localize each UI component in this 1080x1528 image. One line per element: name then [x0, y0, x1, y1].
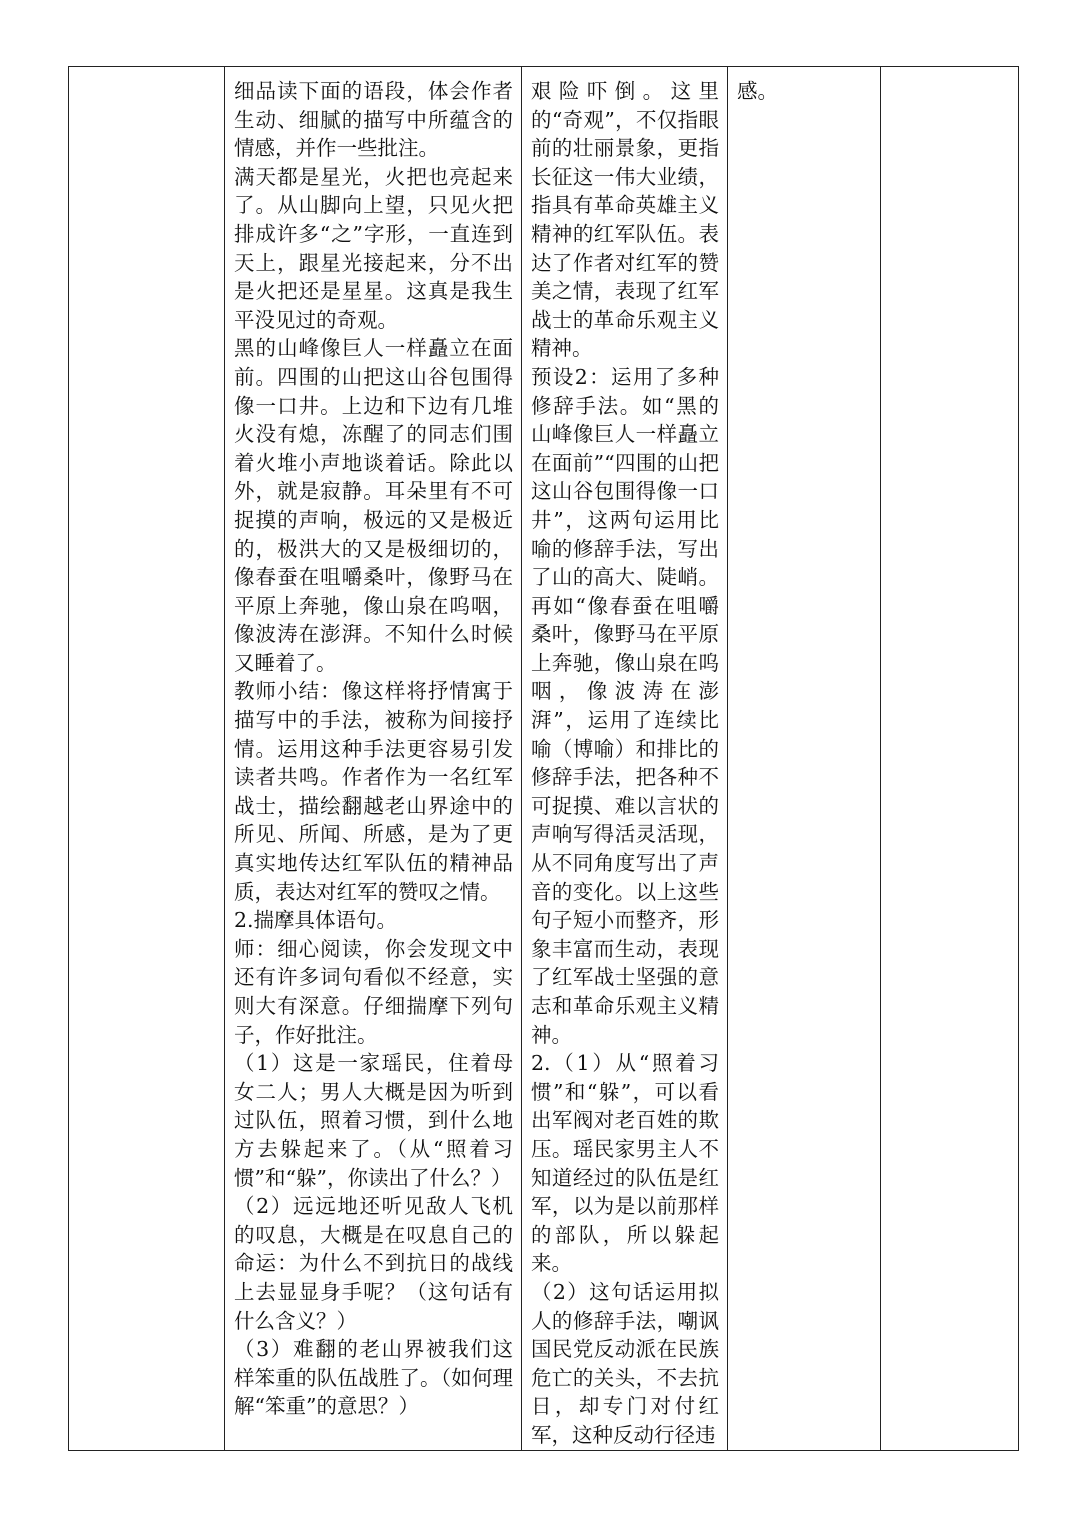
paragraph: 2.（1）从“照着习惯”和“躲”，可以看出军阀对老百姓的欺压。瑶民家男主人不知道经过的队伍是红军，以为是以前那样的部队，所以躲起来。	[531, 1051, 719, 1276]
paragraph: （3）难翻的老山界被我们这样笨重的队伍战胜了。（如何理解“笨重”的意思？）	[234, 1337, 513, 1419]
student-activity-text	[522, 67, 727, 1450]
paragraph: 满天都是星光，火把也亮起来了。从山脚向上望，只见火把排成许多“之”字形，一直连到天上，跟星光接起来，分不出是火把还是星星。这真是我生平没见过的奇观。	[234, 164, 513, 332]
teacher-activity-text	[225, 67, 521, 1421]
design-intent-text: 感。	[737, 79, 778, 103]
stage-cell	[69, 67, 225, 1451]
paragraph: （2）这句话运用拟人的修辞手法，嘲讽国民党反动派在民族危亡的关头，不去抗日，却专门对付红军，这种反动行径违	[531, 1279, 719, 1447]
paragraph: （2）远远地还听见敌人飞机的叹息，大概是在叹息自己的命运：为什么不到抗日的战线上去显显身手呢？（这句话有什么含义？）	[234, 1194, 513, 1333]
table-row	[69, 67, 1019, 1451]
paragraph: 艰险吓倒。这里的“奇观”，不仅指眼前的壮丽景象，更指长征这一伟大业绩，指具有革命英雄主义精神的红军队伍。表达了作者对红军的赞美之情，表现了红军战士的革命乐观主义精神。	[531, 79, 719, 361]
paragraph: 师：细心阅读，你会发现文中还有许多词句看似不经意，实则大有深意。仔细揣摩下列句子，作好批注。	[234, 936, 513, 1047]
paragraph: 2.揣摩具体语句。	[234, 908, 398, 933]
notes-cell	[881, 67, 1019, 1451]
teacher-activity-cell	[225, 67, 522, 1451]
student-activity-cell	[522, 67, 728, 1451]
paragraph: 细品读下面的语段，体会作者生动、细腻的描写中所蕴含的情感，并作一些批注。	[234, 79, 513, 161]
lesson-plan-table	[68, 66, 1019, 1451]
paragraph: （1）这是一家瑶民，住着母女二人；男人大概是因为听到过队伍，照着习惯，到什么地方去躲起来了。（从“照着习惯”和“躲”，你读出了什么？）	[234, 1051, 513, 1190]
paragraph: 教师小结：像这样将抒情寓于描写中的手法，被称为间接抒情。运用这种手法更容易引发读者共鸣。作者作为一名红军战士，描绘翻越老山界途中的所见、所闻、所感，是为了更真实地传达红军队伍的精神品质，表达对红军的赞叹之情。	[234, 679, 513, 904]
paragraph: 预设2：运用了多种修辞手法。如“黑的山峰像巨人一样矗立在面前”“四围的山把这山谷包围得像一口井”，这两句运用比喻的修辞手法，写出了山的高大、陡峭。再如“像春蚕在咀嚼桑叶，像野马在平原上奔驰，像山泉在呜咽，像波涛在澎湃”，运用了连续比喻（博喻）和排比的修辞手法，把各种不可捉摸、难以言状的声响写得活灵活现，从不同角度写出了声音的变化。以上这些句子短小而整齐，形象丰富而生动，表现了红军战士坚强的意志和革命乐观主义精神。	[531, 364, 719, 1047]
design-intent-cell	[728, 67, 881, 1451]
paragraph: 黑的山峰像巨人一样矗立在面前。四围的山把这山谷包围得像一口井。上边和下边有几堆火没有熄，冻醒了的同志们围着火堆小声地谈着话。除此以外，就是寂静。耳朵里有不可捉摸的声响，极远的又是极近的，极洪大的又是极细切的，像春蚕在咀嚼桑叶，像野马在平原上奔驰，像山泉在呜咽，像波涛在澎湃。不知什么时候又睡着了。	[234, 336, 513, 675]
